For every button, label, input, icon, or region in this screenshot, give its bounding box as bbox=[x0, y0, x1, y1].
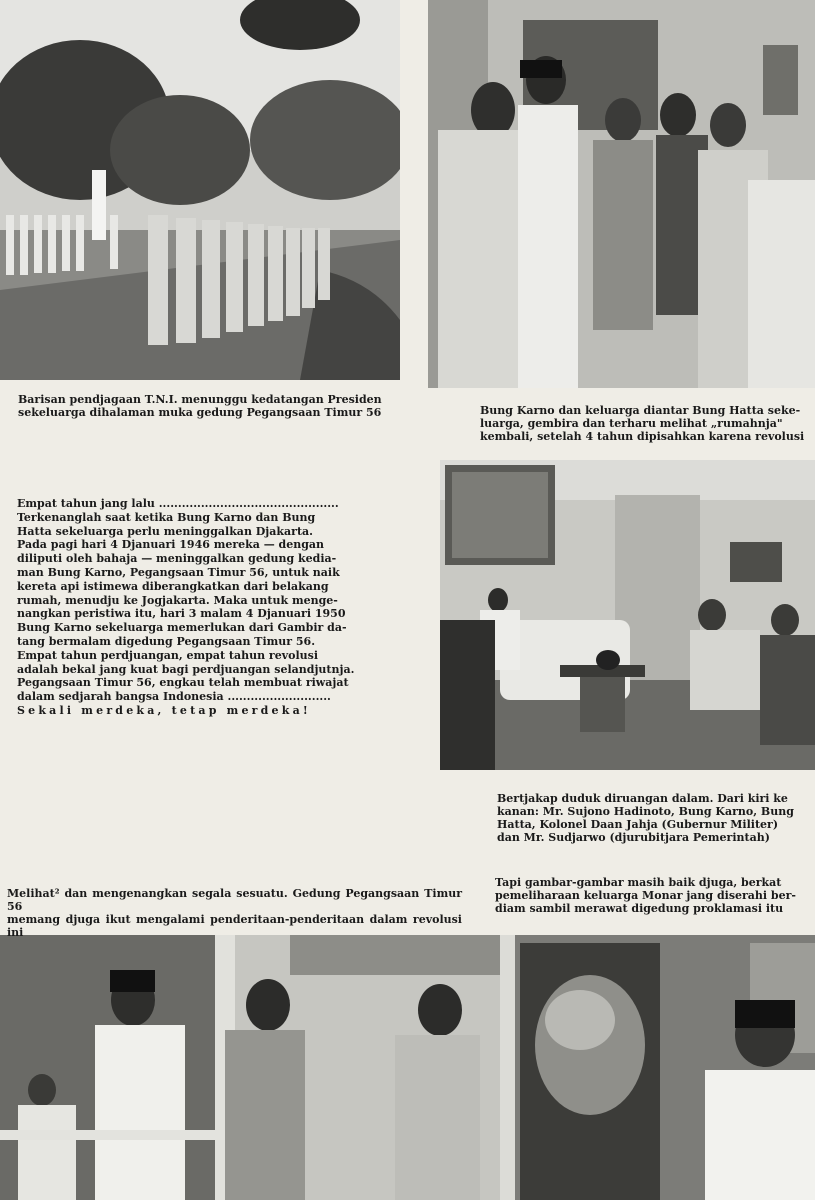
article-line: kereta api istimewa diberangkatkan dari belakang bbox=[17, 579, 329, 593]
article-line: man Bung Karno, Pegangsaan Timur 56, untuk naik bbox=[17, 565, 340, 579]
article-line: adalah bekal jang kuat bagi perdjuangan selandjutnja. bbox=[17, 662, 355, 676]
photo-living-room-conversation bbox=[440, 460, 815, 770]
photo-viewing-paintings bbox=[0, 935, 815, 1200]
caption-living-room bbox=[497, 792, 807, 844]
article-line: tang bermalam digedung Pegangsaan Timur 56. bbox=[17, 634, 316, 648]
article-line: nangkan peristiwa itu, hari 3 malam 4 Djanuari 1950 bbox=[17, 607, 346, 621]
caption-line: memang djuga ikut mengalami penderitaan-penderitaan dalam revolusi ini bbox=[7, 913, 462, 939]
article-line: Pada pagi hari 4 Djanuari 1946 mereka — dengan bbox=[17, 538, 325, 552]
caption-line: Hatta, Kolonel Daan Jahja (Gubernur Militer) bbox=[497, 818, 779, 831]
article-line: dalam sedjarah bangsa Indonesia ........................... bbox=[17, 690, 331, 704]
caption-line: sekeluarga dihalaman muka gedung Pegangsaan Timur 56 bbox=[18, 406, 382, 419]
caption-line: kembali, setelah 4 tahun dipisahkan karena revolusi bbox=[480, 430, 805, 443]
article-line: Empat tahun perdjuangan, empat tahun revolusi bbox=[17, 648, 319, 662]
caption-family-arrival bbox=[480, 404, 805, 443]
article-line: Pegangsaan Timur 56, engkau telah membuat riwajat bbox=[17, 676, 349, 690]
caption-line: Bung Karno dan keluarga diantar Bung Hatta seke- bbox=[480, 404, 801, 417]
article-line: rumah, menudju ke Jogjakarta. Maka untuk menge- bbox=[17, 593, 338, 607]
article-line: Hatta sekeluarga perlu meninggalkan Djakarta. bbox=[17, 524, 313, 538]
caption-line: Bertjakap duduk diruangan dalam. Dari kiri ke bbox=[497, 792, 788, 805]
caption-remembering bbox=[7, 887, 462, 939]
caption-line: kanan: Mr. Sujono Hadinoto, Bung Karno, Bung bbox=[497, 805, 794, 818]
article-line: diliputi oleh bahaja — meninggalkan gedung kedia- bbox=[17, 552, 337, 566]
article-closing-motto: Sekali merdeka, tetap merdeka! bbox=[17, 703, 311, 717]
caption-line: luarga, gembira dan terharu melihat „rumahnja" bbox=[480, 417, 783, 430]
caption-line: diam sambil merawat digedung proklamasi itu bbox=[495, 902, 784, 915]
caption-line: Tapi gambar-gambar masih baik djuga, berkat bbox=[495, 876, 782, 889]
photo-honor-guard bbox=[0, 0, 400, 380]
photo-family-arrival bbox=[428, 0, 815, 388]
caption-paintings bbox=[495, 876, 807, 915]
caption-line: Melihat² dan mengenangkan segala sesuatu. Gedung Pegangsaan Timur 56 bbox=[7, 887, 462, 913]
caption-line: dan Mr. Sudjarwo (djurubitjara Pemerintah) bbox=[497, 831, 770, 844]
caption-honor-guard bbox=[18, 393, 390, 419]
caption-line: Barisan pendjagaan T.N.I. menunggu kedatangan Presiden bbox=[18, 393, 382, 406]
caption-line: pemeliharaan keluarga Monar jang diserahi ber- bbox=[495, 889, 796, 902]
article-text bbox=[17, 497, 355, 718]
article-line: Empat tahun jang lalu ............................................... bbox=[17, 497, 339, 510]
article-line: Terkenanglah saat ketika Bung Karno dan Bung bbox=[17, 510, 316, 524]
article-line: Bung Karno sekeluarga memerlukan dari Gambir da- bbox=[17, 621, 347, 635]
